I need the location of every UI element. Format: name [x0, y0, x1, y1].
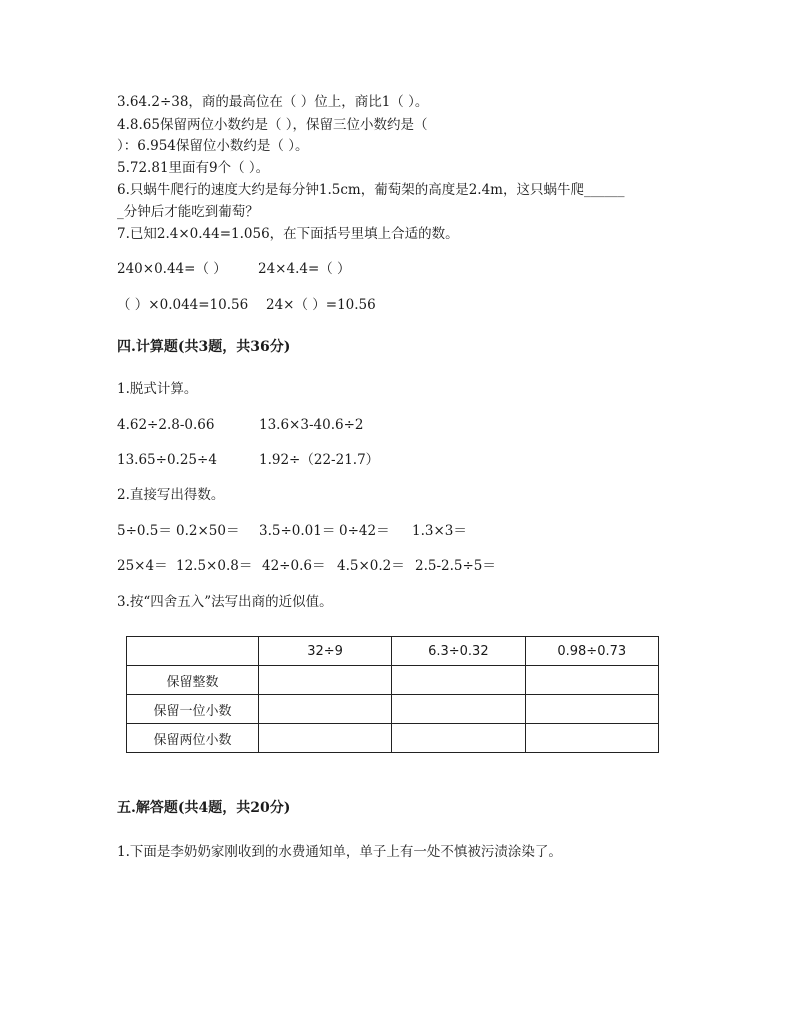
table-row-label: 保留两位小数: [127, 724, 259, 753]
calc-2-item: 25×4＝: [117, 558, 168, 574]
calc-2-item: 2.5-2.5÷5＝: [415, 558, 496, 574]
answer-cell[interactable]: [392, 695, 525, 724]
calc-1-item: 4.62÷2.8-0.66: [117, 417, 215, 433]
question-4-line-2: ）：6.954保留位小数约是（ ）。: [117, 138, 309, 154]
answer-cell[interactable]: [392, 666, 525, 695]
table-header-cell: 0.98÷0.73: [525, 637, 658, 666]
calc-3-title: 3.按“四舍五入”法写出商的近似值。: [117, 594, 333, 610]
q7-item: 24×4.4=（ ）: [258, 261, 351, 277]
question-5: 5.72.81里面有9个（ ）。: [117, 160, 270, 176]
approximation-table: [126, 636, 659, 753]
section-4-title: 四.计算题(共3题，共36分): [117, 339, 291, 355]
calc-2-item: 1.3×3＝: [412, 523, 467, 539]
calc-2-item: 3.5÷0.01＝: [259, 523, 336, 539]
table-row: [127, 724, 659, 753]
calc-2-title: 2.直接写出得数。: [117, 487, 225, 503]
table-header-cell: 6.3÷0.32: [392, 637, 525, 666]
answer-cell[interactable]: [392, 724, 525, 753]
calc-1-item: 13.65÷0.25÷4: [117, 452, 217, 468]
answer-cell[interactable]: [258, 666, 391, 695]
table-header-cell: 32÷9: [258, 637, 391, 666]
answer-cell[interactable]: [525, 695, 658, 724]
table-row: [127, 695, 659, 724]
calc-2-item: 4.5×0.2＝: [337, 558, 405, 574]
solve-question-1: 1.下面是李奶奶家刚收到的水费通知单，单子上有一处不慎被污渍涂染了。: [117, 844, 562, 860]
calc-2-item: 5÷0.5＝: [117, 523, 172, 539]
question-4-line-1: 4.8.65保留两位小数约是（ ），保留三位小数约是（: [117, 117, 428, 133]
question-7: 7.已知2.4×0.44=1.056，在下面括号里填上合适的数。: [117, 226, 459, 242]
calc-1-item: 13.6×3-40.6÷2: [259, 417, 364, 433]
q7-item: 240×0.44=（ ）: [117, 261, 227, 277]
answer-cell[interactable]: [258, 695, 391, 724]
calc-1-title: 1.脱式计算。: [117, 381, 198, 397]
calc-2-item: 12.5×0.8＝: [176, 558, 253, 574]
question-3: 3.64.2÷38，商的最高位在（ ）位上，商比1（ ）。: [117, 94, 429, 110]
table-row: [127, 666, 659, 695]
q7-item: 24×（ ）=10.56: [266, 297, 376, 313]
table-header-cell: [127, 637, 259, 666]
answer-cell[interactable]: [525, 666, 658, 695]
calc-1-item: 1.92÷（22-21.7）: [259, 452, 380, 468]
calc-2-item: 42÷0.6＝: [262, 558, 326, 574]
table-row-label: 保留一位小数: [127, 695, 259, 724]
answer-cell[interactable]: [258, 724, 391, 753]
q7-item: （ ）×0.044=10.56: [117, 297, 249, 313]
question-6-line-2: _分钟后才能吃到葡萄？: [117, 204, 259, 220]
calc-2-item: 0÷42＝: [339, 523, 390, 539]
calc-2-item: 0.2×50＝: [176, 523, 240, 539]
section-5-title: 五.解答题(共4题，共20分): [117, 800, 291, 816]
answer-cell[interactable]: [525, 724, 658, 753]
table-header-row: [127, 637, 659, 666]
question-6-line-1: 6.只蜗牛爬行的速度大约是每分钟1.5cm，葡萄架的高度是2.4m，这只蜗牛爬______: [117, 182, 625, 198]
table-row-label: 保留整数: [127, 666, 259, 695]
